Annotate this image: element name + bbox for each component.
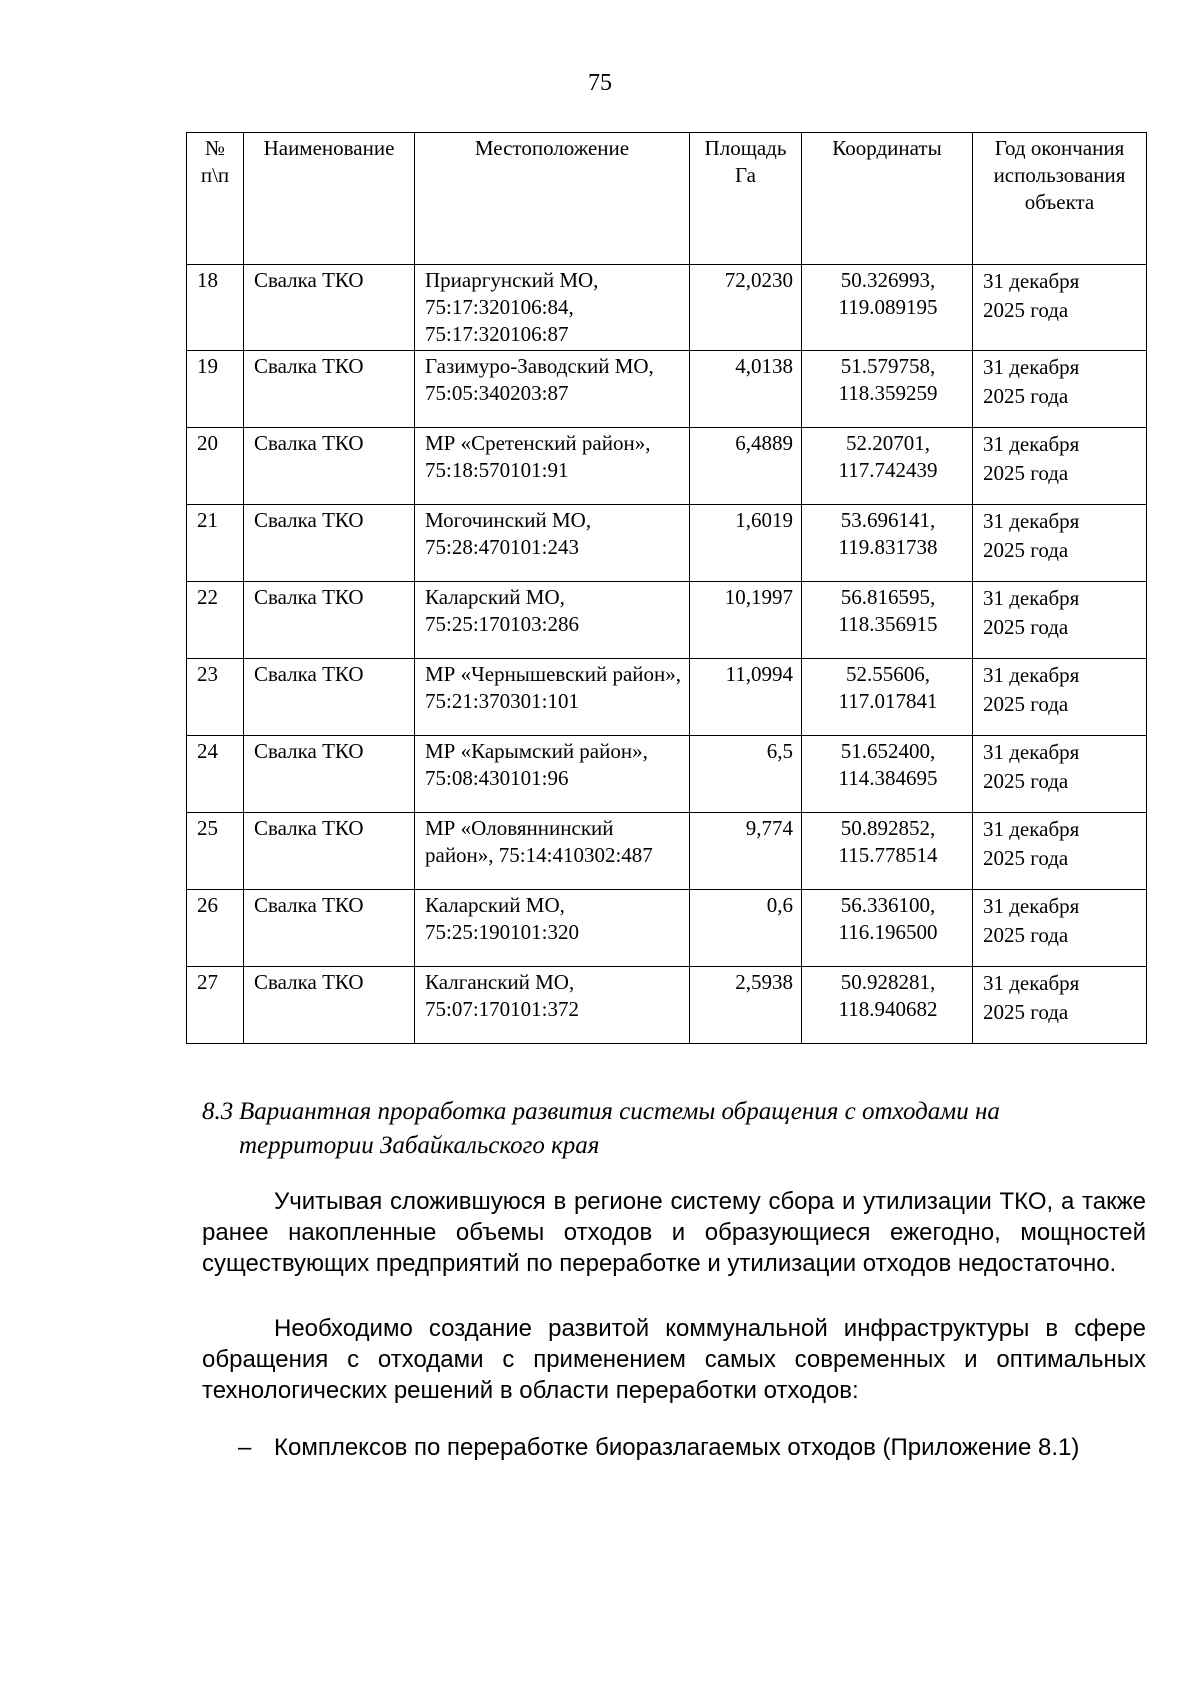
- row-area: 10,1997: [690, 582, 802, 659]
- list-item: [238, 1432, 1158, 1463]
- paragraph-1: [202, 1186, 1146, 1279]
- page-number: 75: [588, 70, 612, 96]
- paragraph-text: Учитывая сложившуюся в регионе систему сбора и утилизации ТКО, а также ранее накопленные объемы отходов и образующиеся ежегодно, мощностей существующих предприятий по переработке и утилизации отходов недостаточно.: [202, 1188, 1146, 1277]
- row-name: Свалка ТКО: [244, 967, 415, 1044]
- row-area: 2,5938: [690, 967, 802, 1044]
- row-end-year: [973, 890, 1147, 967]
- row-name: Свалка ТКО: [244, 505, 415, 582]
- row-number: 25: [187, 813, 244, 890]
- row-end-year-value: 2025 года: [983, 923, 1069, 947]
- row-name: Свалка ТКО: [244, 659, 415, 736]
- row-number: 19: [187, 351, 244, 428]
- row-number: 22: [187, 582, 244, 659]
- row-location: Приаргунский МО, 75:17:320106:84, 75:17:320106:87: [415, 265, 690, 351]
- table-row: [187, 890, 1147, 967]
- row-location: Могочинский МО, 75:28:470101:243: [415, 505, 690, 582]
- row-area: 4,0138: [690, 351, 802, 428]
- row-name: Свалка ТКО: [244, 813, 415, 890]
- row-name: Свалка ТКО: [244, 582, 415, 659]
- row-end-year: [973, 736, 1147, 813]
- row-coordinates: 51.579758, 118.359259: [802, 351, 973, 428]
- row-area: 6,4889: [690, 428, 802, 505]
- row-number: 24: [187, 736, 244, 813]
- row-end-year-value: 2025 года: [983, 1000, 1069, 1024]
- table-row: [187, 659, 1147, 736]
- row-location: Калганский МО, 75:07:170101:372: [415, 967, 690, 1044]
- row-end-year: [973, 505, 1147, 582]
- row-number: 27: [187, 967, 244, 1044]
- row-coordinates: 56.816595, 118.356915: [802, 582, 973, 659]
- paragraph-2: [202, 1313, 1146, 1406]
- row-end-year: [973, 813, 1147, 890]
- landfill-table: [186, 132, 1147, 1044]
- table-row: [187, 813, 1147, 890]
- row-end-date: 31 декабря: [983, 663, 1080, 687]
- row-end-year-value: 2025 года: [983, 384, 1069, 408]
- row-location: Каларский МО, 75:25:190101:320: [415, 890, 690, 967]
- row-coordinates: 56.336100, 116.196500: [802, 890, 973, 967]
- row-location: Каларский МО, 75:25:170103:286: [415, 582, 690, 659]
- header-location: Местоположение: [415, 133, 690, 265]
- row-end-date: 31 декабря: [983, 355, 1080, 379]
- row-end-year: [973, 659, 1147, 736]
- header-area: Площадь Га: [690, 133, 802, 265]
- row-end-date: 31 декабря: [983, 894, 1080, 918]
- row-end-date: 31 декабря: [983, 586, 1080, 610]
- row-end-date: 31 декабря: [983, 740, 1080, 764]
- row-end-year-value: 2025 года: [983, 615, 1069, 639]
- list-dash: –: [238, 1434, 252, 1461]
- table-row: [187, 428, 1147, 505]
- row-area: 72,0230: [690, 265, 802, 351]
- row-location: МР «Оловяннинский район», 75:14:410302:487: [415, 813, 690, 890]
- row-end-year: [973, 428, 1147, 505]
- row-coordinates: 53.696141, 119.831738: [802, 505, 973, 582]
- row-area: 11,0994: [690, 659, 802, 736]
- row-coordinates: 52.20701, 117.742439: [802, 428, 973, 505]
- row-end-year: [973, 582, 1147, 659]
- row-name: Свалка ТКО: [244, 351, 415, 428]
- section-title-line1: Вариантная проработка развития системы обращения с отходами на: [239, 1098, 1000, 1125]
- row-number: 21: [187, 505, 244, 582]
- row-end-year-value: 2025 года: [983, 298, 1069, 322]
- header-end-year: Год окончания использования объекта: [973, 133, 1147, 265]
- table-row: [187, 967, 1147, 1044]
- table-row: [187, 265, 1147, 351]
- row-name: Свалка ТКО: [244, 428, 415, 505]
- row-end-year: [973, 967, 1147, 1044]
- row-area: 0,6: [690, 890, 802, 967]
- list-item-text: Комплексов по переработке биоразлагаемых отходов (Приложение 8.1): [274, 1434, 1080, 1461]
- section-title-line2: территории Забайкальского края: [239, 1132, 600, 1159]
- row-end-year: [973, 265, 1147, 351]
- row-end-year-value: 2025 года: [983, 769, 1069, 793]
- row-area: 9,774: [690, 813, 802, 890]
- row-end-date: 31 декабря: [983, 817, 1080, 841]
- row-end-year: [973, 351, 1147, 428]
- row-number: 18: [187, 265, 244, 351]
- table-header-row: [187, 133, 1147, 265]
- row-end-year-value: 2025 года: [983, 538, 1069, 562]
- row-end-date: 31 декабря: [983, 509, 1080, 533]
- row-name: Свалка ТКО: [244, 736, 415, 813]
- table-row: [187, 505, 1147, 582]
- row-location: МР «Чернышевский район», 75:21:370301:101: [415, 659, 690, 736]
- row-end-date: 31 декабря: [983, 432, 1080, 456]
- header-coordinates: Координаты: [802, 133, 973, 265]
- row-area: 1,6019: [690, 505, 802, 582]
- row-area: 6,5: [690, 736, 802, 813]
- table-row: [187, 736, 1147, 813]
- row-coordinates: 50.892852, 115.778514: [802, 813, 973, 890]
- row-end-date: 31 декабря: [983, 971, 1080, 995]
- table-row: [187, 351, 1147, 428]
- section-heading: [202, 1095, 1146, 1163]
- header-number: № п\п: [187, 133, 244, 265]
- row-end-year-value: 2025 года: [983, 461, 1069, 485]
- row-end-year-value: 2025 года: [983, 846, 1069, 870]
- row-number: 23: [187, 659, 244, 736]
- row-end-year-value: 2025 года: [983, 692, 1069, 716]
- paragraph-text: Необходимо создание развитой коммунальной инфраструктуры в сфере обращения с отходами с применением самых современных и оптимальных технологических решений в области переработки отходов:: [202, 1315, 1146, 1404]
- row-location: МР «Карымский район», 75:08:430101:96: [415, 736, 690, 813]
- row-name: Свалка ТКО: [244, 890, 415, 967]
- row-coordinates: 50.326993, 119.089195: [802, 265, 973, 351]
- row-name: Свалка ТКО: [244, 265, 415, 351]
- table-row: [187, 582, 1147, 659]
- row-location: МР «Сретенский район», 75:18:570101:91: [415, 428, 690, 505]
- row-number: 26: [187, 890, 244, 967]
- row-location: Газимуро-Заводский МО, 75:05:340203:87: [415, 351, 690, 428]
- row-number: 20: [187, 428, 244, 505]
- row-end-date: 31 декабря: [983, 269, 1080, 293]
- row-coordinates: 51.652400, 114.384695: [802, 736, 973, 813]
- header-name: Наименование: [244, 133, 415, 265]
- row-coordinates: 50.928281, 118.940682: [802, 967, 973, 1044]
- section-number: 8.3: [202, 1098, 234, 1125]
- row-coordinates: 52.55606, 117.017841: [802, 659, 973, 736]
